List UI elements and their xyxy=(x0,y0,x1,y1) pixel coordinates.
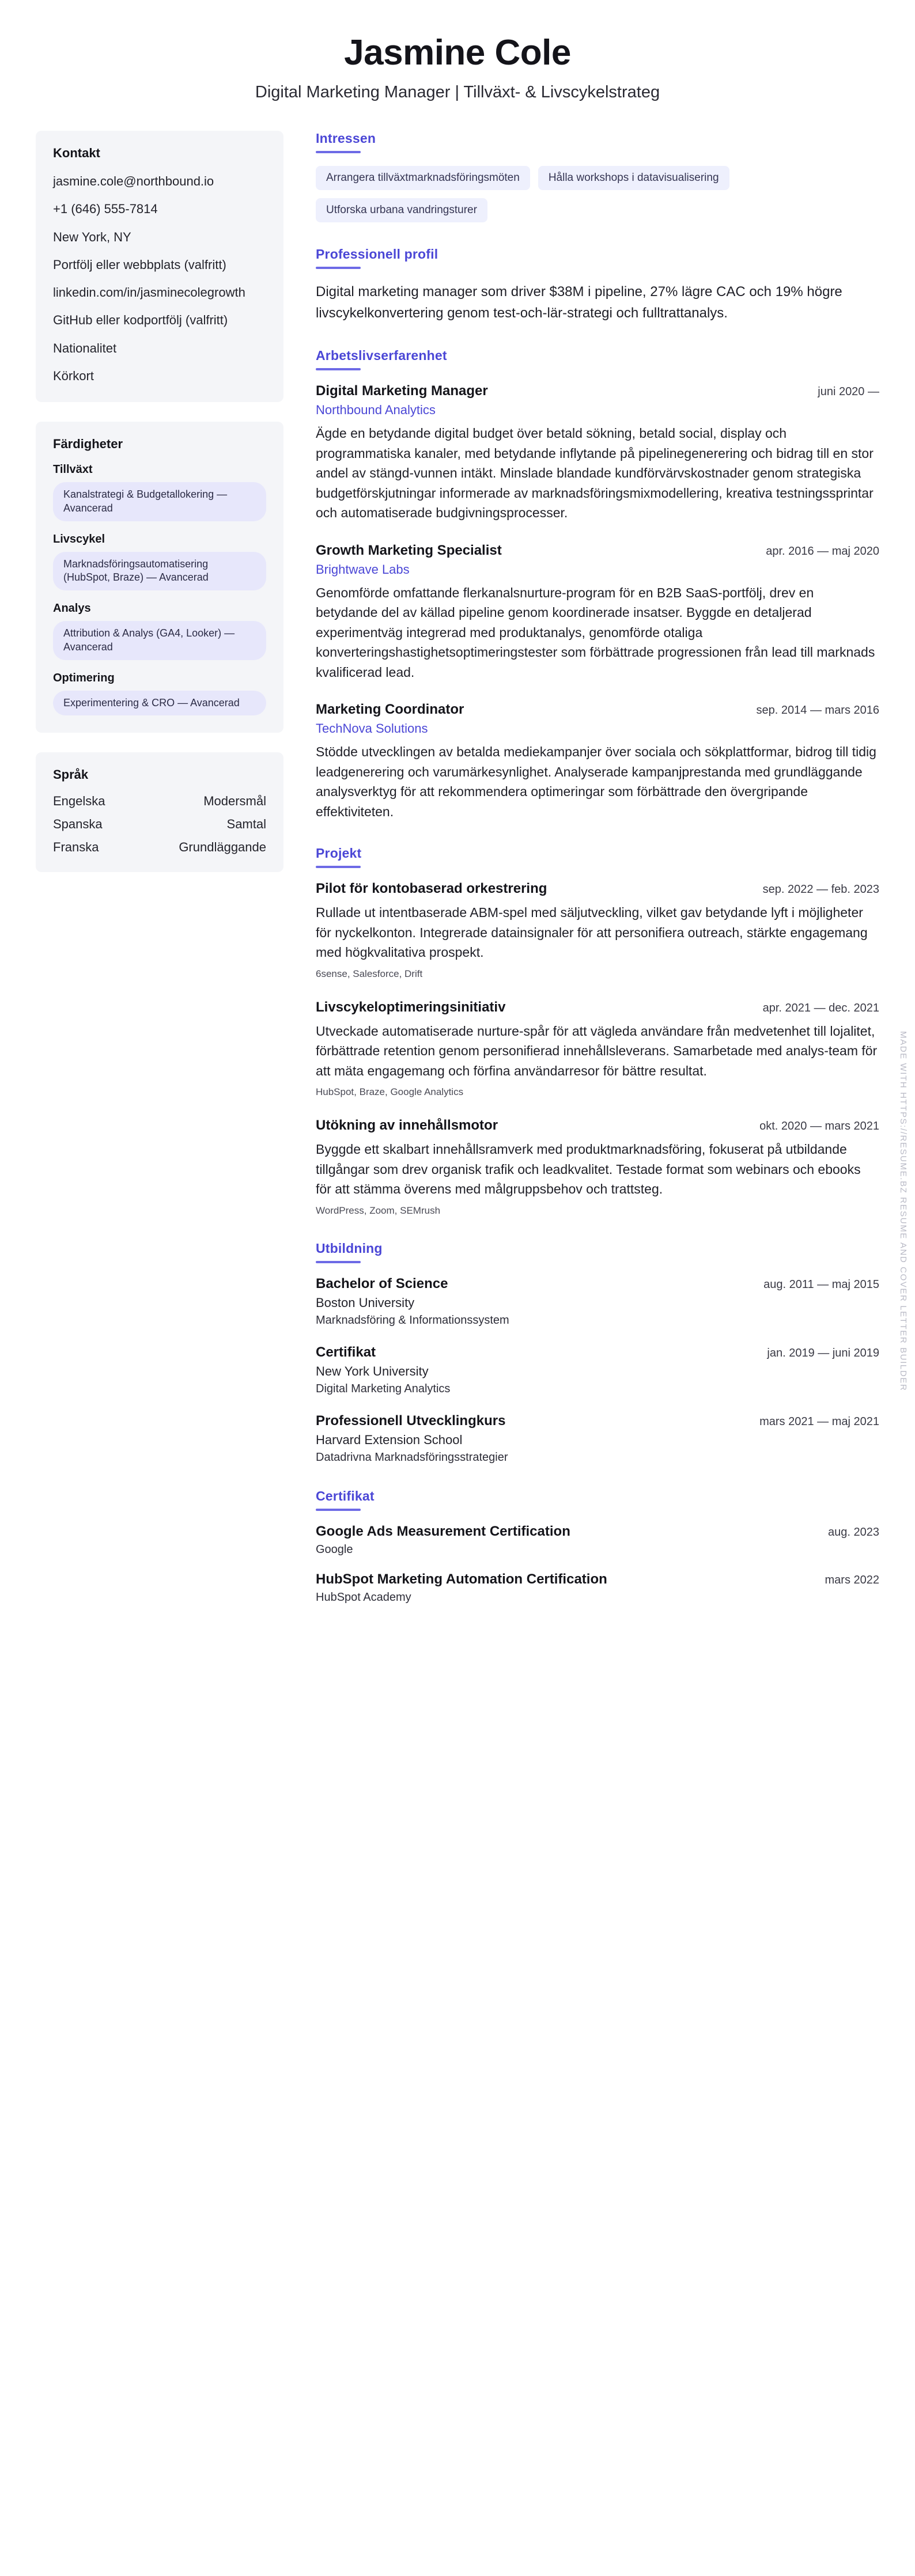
education-entry xyxy=(316,1276,879,1327)
project-tools: HubSpot, Braze, Google Analytics xyxy=(316,1086,464,1098)
job-company: TechNova Solutions xyxy=(316,721,428,736)
project-title: Livscykeloptimeringsinitiativ xyxy=(316,999,506,1015)
experience-section xyxy=(316,348,879,821)
profile-text: Digital marketing manager som driver $38M i pipeline, 27% lägre CAC och 19% högre livscykelkonvertering genom test-och-lär-strategi och fulltrattanalys. xyxy=(316,284,842,321)
job-date: sep. 2014 — mars 2016 xyxy=(756,704,879,717)
candidate-name: Jasmine Cole xyxy=(344,33,571,73)
project-title: Pilot för kontobaserad orkestrering xyxy=(316,881,547,897)
projects-section xyxy=(316,846,879,1217)
contact-github: GitHub eller kodportfölj (valfritt) xyxy=(53,313,228,328)
interest-chip: Arrangera tillväxtmarknadsföringsmöten xyxy=(316,166,530,190)
degree-field: Marknadsföring & Informationssystem xyxy=(316,1313,509,1327)
entry-head xyxy=(316,881,879,897)
contact-card xyxy=(36,131,283,402)
job-title: Digital Marketing Manager xyxy=(316,383,488,399)
language-name: Spanska xyxy=(53,817,103,832)
degree-title: Bachelor of Science xyxy=(316,1275,448,1291)
profile-section xyxy=(316,247,879,324)
degree-field: Digital Marketing Analytics xyxy=(316,1382,451,1395)
project-tools: WordPress, Zoom, SEMrush xyxy=(316,1204,441,1216)
language-level: Modersmål xyxy=(203,794,266,809)
skills-title: Färdigheter xyxy=(53,437,123,452)
languages-card xyxy=(36,752,283,872)
projects-title: Projekt xyxy=(316,846,879,868)
degree-title: Certifikat xyxy=(316,1344,376,1360)
education-title: Utbildning xyxy=(316,1241,879,1263)
certificates-section xyxy=(316,1488,879,1604)
interest-chip: Hålla workshops i datavisualisering xyxy=(538,166,729,190)
contact-title: Kontakt xyxy=(53,146,100,161)
degree-date: aug. 2011 — maj 2015 xyxy=(763,1278,879,1291)
language-row xyxy=(53,840,266,855)
skill-group-label: Livscykel xyxy=(53,532,105,545)
entry-head xyxy=(316,1117,879,1134)
job-description: Stödde utvecklingen av betalda mediekampanjer över sociala och sökplattformar, bidrog till tidig leadgenerering och varumärkesynlighet. Analyserade kampanjprestanda med grundläggande analysverktyg för att rekommendera optimeringar som förbättrade den övergripande effektiviteten. xyxy=(316,744,876,819)
contact-phone: +1 (646) 555-7814 xyxy=(53,202,158,217)
certificate-date: mars 2022 xyxy=(825,1573,879,1586)
project-tools: 6sense, Salesforce, Drift xyxy=(316,968,423,979)
certificate-title: Google Ads Measurement Certification xyxy=(316,1523,570,1539)
contact-location: New York, NY xyxy=(53,229,131,244)
skill-pill: Marknadsföringsautomatisering (HubSpot, Braze) — Avancerad xyxy=(53,552,266,591)
skill-group xyxy=(53,533,266,591)
certificate-issuer: Google xyxy=(316,1543,353,1556)
experience-entry xyxy=(316,702,879,821)
contact-linkedin: linkedin.com/in/jasminecolegrowth xyxy=(53,285,245,300)
education-entry xyxy=(316,1344,879,1396)
language-row xyxy=(53,817,266,832)
entry-head xyxy=(316,543,879,559)
main-content xyxy=(307,131,879,1628)
contact-portfolio: Portfölj eller webbplats (valfritt) xyxy=(53,257,226,272)
education-section xyxy=(316,1241,879,1464)
job-description: Ägde en betydande digital budget över betald sökning, betald social, display och programmatiska kanaler, med betydande inflytande på pipelinegenerering och bidrag till en stor andel av stängd-vunnen intäkt. Minslade blandade kundförvärvskostnader genom strategiska budgetförskjutningar informerade av marknadsföringsmixmodellering, kreativa testningssprintar och automatiserade budgivningsprocesser. xyxy=(316,426,874,521)
languages-title: Språk xyxy=(53,767,89,782)
builder-watermark: MADE WITH HTTPS://RESUME.BZ RESUME AND COVER LETTER BUILDER xyxy=(898,1031,908,1392)
job-date: juni 2020 — xyxy=(818,385,879,399)
contact-license: Körkort xyxy=(53,368,94,383)
interests-section xyxy=(316,131,879,222)
school-name: Boston University xyxy=(316,1295,415,1310)
certificate-entry xyxy=(316,1571,879,1604)
project-entry xyxy=(316,881,879,980)
job-company: Northbound Analytics xyxy=(316,403,436,418)
skill-group xyxy=(53,602,266,660)
experience-entry xyxy=(316,543,879,683)
entry-head xyxy=(316,1344,879,1361)
project-description: Utveckade automatiserade nurture-spår för att vägleda användare från medvetenhet till lojalitet, förbättrade retention genom personifierad innehållsleverans. Samarbetade med analys-team för att mäta engagemang och förfina användarresor för bättre resultat. xyxy=(316,1023,878,1078)
language-level: Samtal xyxy=(226,817,266,832)
skill-group xyxy=(53,672,266,716)
certificates-title: Certifikat xyxy=(316,1488,879,1511)
certificate-date: aug. 2023 xyxy=(828,1525,879,1539)
certificate-issuer: HubSpot Academy xyxy=(316,1590,411,1604)
project-date: sep. 2022 — feb. 2023 xyxy=(762,883,879,896)
language-row xyxy=(53,794,266,809)
job-date: apr. 2016 — maj 2020 xyxy=(766,544,879,558)
language-name: Franska xyxy=(53,840,99,855)
skill-group-label: Analys xyxy=(53,602,91,615)
job-title: Growth Marketing Specialist xyxy=(316,542,502,558)
skill-group-label: Tillväxt xyxy=(53,463,93,476)
profile-title: Professionell profil xyxy=(316,247,879,269)
entry-head xyxy=(316,1571,879,1588)
skill-group xyxy=(53,463,266,521)
language-name: Engelska xyxy=(53,794,105,809)
degree-title: Professionell Utvecklingkurs xyxy=(316,1412,506,1429)
certificate-entry xyxy=(316,1524,879,1556)
contact-email: jasmine.cole@northbound.io xyxy=(53,174,214,189)
job-company: Brightwave Labs xyxy=(316,562,410,577)
job-description: Genomförde omfattande flerkanalsnurture-program för en B2B SaaS-portfölj, drev en betydande del av källad pipeline genom koordinerade insatser. Byggde en detaljerad experimentväg integrerad med produktanalys, genomförde otaliga konverteringshastighetsoptimeringstester som förbättrade progressionen från lead till marknads kvalificerad lead. xyxy=(316,585,875,680)
contact-nationality: Nationalitet xyxy=(53,340,117,355)
education-entry xyxy=(316,1413,879,1464)
interests-title: Intressen xyxy=(316,131,879,153)
project-description: Byggde ett skalbart innehållsramverk med produktmarknadsföring, fokuserat på utbildande tillgångar som drev organisk trafik och leadkvalitet. Testade format som webinars och ebooks för att stämma överens med målgruppsbehov och trattsteg. xyxy=(316,1142,861,1197)
skill-pill: Attribution & Analys (GA4, Looker) — Avancerad xyxy=(53,621,266,660)
degree-date: jan. 2019 — juni 2019 xyxy=(767,1346,879,1359)
degree-field: Datadrivna Marknadsföringsstrategier xyxy=(316,1450,508,1464)
project-entry xyxy=(316,1117,879,1217)
skills-card xyxy=(36,422,283,733)
project-description: Rullade ut intentbaserade ABM-spel med säljutveckling, vilket gav betydande lyft i möjligheter för nyckelkonton. Integrerade datainsignaler för att personifiera outreach, stärkte engagemang med högkvalitativa prospekt. xyxy=(316,905,868,960)
entry-head xyxy=(316,1276,879,1292)
experience-title: Arbetslivserfarenhet xyxy=(316,348,879,370)
certificate-title: HubSpot Marketing Automation Certification xyxy=(316,1571,607,1587)
project-title: Utökning av innehållsmotor xyxy=(316,1117,498,1134)
project-entry xyxy=(316,999,879,1098)
entry-head xyxy=(316,1524,879,1540)
resume-header xyxy=(0,0,915,108)
sidebar xyxy=(36,131,283,892)
entry-head xyxy=(316,1413,879,1429)
entry-head xyxy=(316,702,879,718)
degree-date: mars 2021 — maj 2021 xyxy=(759,1415,879,1428)
entry-head xyxy=(316,383,879,399)
interests-chip-list xyxy=(316,166,879,222)
resume-body xyxy=(0,108,915,1628)
skill-pill: Kanalstrategi & Budgetallokering — Avancerad xyxy=(53,482,266,521)
entry-head xyxy=(316,999,879,1016)
candidate-headline: Digital Marketing Manager | Tillväxt- & Livscykelstrateg xyxy=(255,83,660,102)
job-title: Marketing Coordinator xyxy=(316,702,464,718)
project-date: okt. 2020 — mars 2021 xyxy=(759,1120,879,1133)
skill-pill: Experimentering & CRO — Avancerad xyxy=(53,691,266,716)
language-level: Grundläggande xyxy=(179,840,266,855)
interest-chip: Utforska urbana vandringsturer xyxy=(316,198,487,222)
skill-group-label: Optimering xyxy=(53,671,115,684)
experience-entry xyxy=(316,383,879,523)
project-date: apr. 2021 — dec. 2021 xyxy=(762,1001,879,1014)
school-name: New York University xyxy=(316,1363,429,1378)
school-name: Harvard Extension School xyxy=(316,1432,463,1447)
